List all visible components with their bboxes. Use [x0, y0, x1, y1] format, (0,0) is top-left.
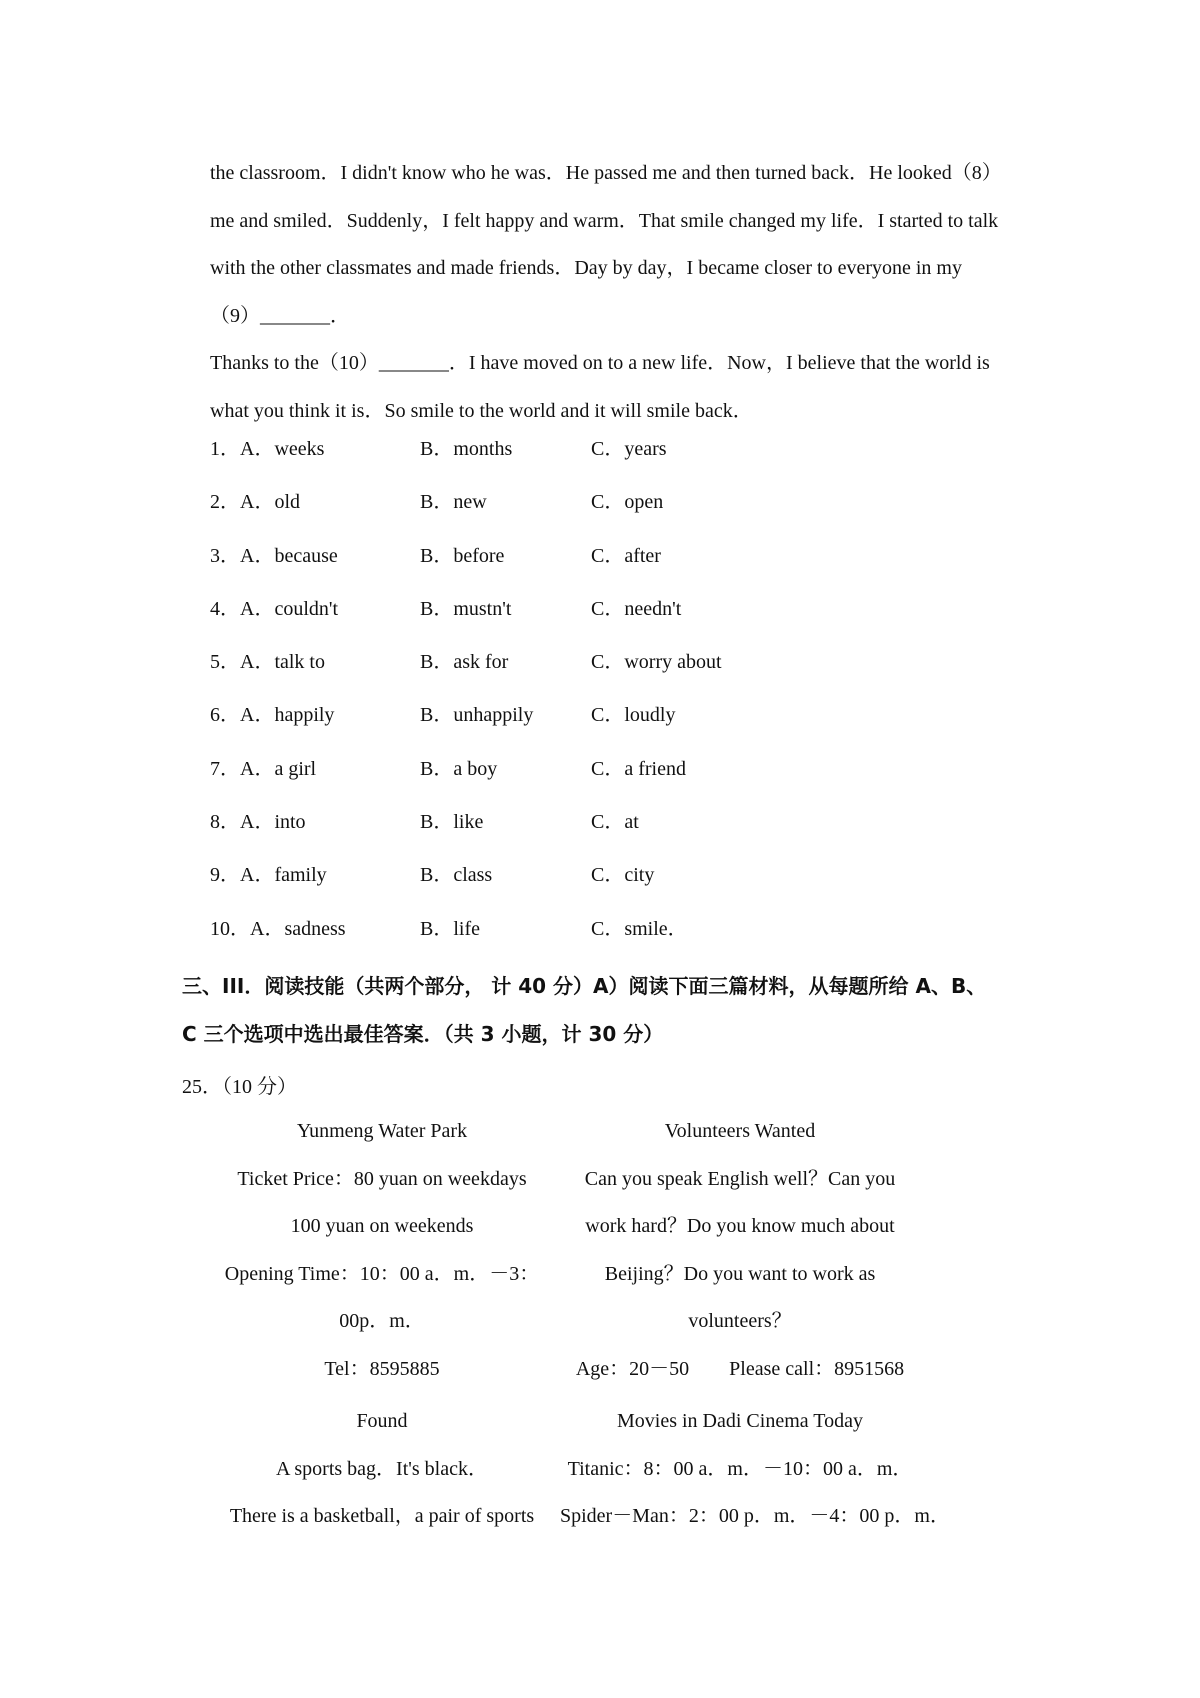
- option-a: 7．A．a girl: [210, 757, 317, 780]
- section-heading-line: 三、III．阅读技能（共两个部分， 计 40 分）A）阅读下面三篇材料，从每题所给 A、B、: [182, 974, 987, 998]
- option-row: [210, 912, 1030, 965]
- option-c: C．years: [591, 438, 667, 460]
- notice-line: work hard？Do you know much about: [585, 1215, 895, 1237]
- option-a: 1．A．weeks: [210, 438, 325, 460]
- notice-line: Age：20－50 Please call：8951568: [575, 1357, 905, 1380]
- option-a: 5．A．talk to: [210, 651, 325, 674]
- movies-notice: [560, 1398, 950, 1541]
- option-row: [210, 592, 1030, 645]
- notice-title: Volunteers Wanted: [664, 1120, 816, 1142]
- option-row: [210, 539, 1030, 592]
- notice-line: Opening Time：10：00 a．m．－3：: [224, 1262, 540, 1285]
- option-a: 2．A．old: [210, 491, 300, 514]
- question-number: 25．（10 分）: [182, 1076, 297, 1098]
- water-park-notice: [202, 1108, 562, 1393]
- option-a: 4．A．couldn't: [210, 597, 339, 620]
- option-b: B．months: [420, 438, 513, 460]
- option-a: 8．A．into: [210, 811, 306, 834]
- option-row: [210, 645, 1030, 698]
- passage-line: with the other classmates and made friends．Day by day，I became closer to everyone in my: [210, 257, 962, 279]
- notice-title: Movies in Dadi Cinema Today: [617, 1410, 863, 1432]
- option-b: B．like: [420, 811, 484, 834]
- option-c: C．smile．: [591, 917, 688, 940]
- answer-options: [210, 432, 1030, 965]
- notice-line: Tel：8595885: [324, 1357, 440, 1380]
- option-c: C．after: [591, 544, 661, 567]
- option-b: B．a boy: [420, 757, 498, 780]
- option-row: [210, 485, 1030, 538]
- option-c: C．loudly: [591, 704, 676, 727]
- notice-line: Spider－Man：2：00 p．m．－4：00 p．m．: [560, 1505, 950, 1527]
- option-b: B．new: [420, 491, 487, 514]
- option-row: [210, 698, 1030, 751]
- notice-line: Beijing？Do you want to work as: [604, 1262, 876, 1285]
- notice-line: There is a basketball，a pair of sports: [229, 1505, 535, 1527]
- passage-line: Thanks to the（10）_______．I have moved on to a new life．Now，I believe that the world is: [210, 352, 990, 374]
- option-row: [210, 752, 1030, 805]
- notice-line: Can you speak English well？Can you: [584, 1167, 896, 1190]
- passage-line: me and smiled．Suddenly，I felt happy and warm．That smile changed my life．I started to talk: [210, 209, 999, 232]
- passage-line: what you think it is．So smile to the world and it will smile back．: [210, 399, 753, 422]
- option-a: 9．A．family: [210, 864, 327, 887]
- option-a: 10．A．sadness: [210, 917, 346, 940]
- option-c: C．city: [591, 864, 655, 887]
- notice-title: Yunmeng Water Park: [296, 1120, 468, 1142]
- option-b: B．mustn't: [420, 597, 512, 620]
- found-notice: [202, 1398, 562, 1541]
- option-b: B．unhappily: [420, 704, 534, 727]
- option-row: [210, 432, 1030, 485]
- notice-title: Found: [356, 1410, 408, 1432]
- notice-line: A sports bag．It's black．: [276, 1457, 488, 1480]
- option-b: B．life: [420, 917, 480, 940]
- option-c: C．needn't: [591, 597, 682, 620]
- volunteers-notice: [560, 1108, 920, 1393]
- option-c: C．open: [591, 491, 664, 514]
- option-a: 6．A．happily: [210, 704, 335, 727]
- option-row: [210, 858, 1030, 911]
- passage-line: the classroom．I didn't know who he was．He passed me and then turned back．He looked（8）: [210, 162, 1002, 184]
- notice-line: Titanic：8：00 a．m．－10：00 a．m．: [567, 1457, 913, 1480]
- option-c: C．a friend: [591, 757, 686, 780]
- option-b: B．before: [420, 544, 505, 567]
- notice-line: volunteers？: [688, 1310, 792, 1332]
- option-a: 3．A．because: [210, 544, 338, 567]
- option-b: B．ask for: [420, 651, 509, 674]
- notice-line: 100 yuan on weekends: [290, 1215, 474, 1237]
- notice-line: Ticket Price：80 yuan on weekdays: [237, 1167, 527, 1190]
- option-c: C．worry about: [591, 651, 722, 674]
- passage-line: （9）_______．: [210, 304, 350, 327]
- option-b: B．class: [420, 864, 493, 887]
- notice-line: 00p．m．: [339, 1310, 425, 1332]
- option-c: C．at: [591, 811, 639, 834]
- cloze-passage: [210, 150, 1030, 435]
- section-heading: [182, 963, 1032, 1058]
- option-row: [210, 805, 1030, 858]
- section-heading-line: C 三个选项中选出最佳答案．（共 3 小题，计 30 分）: [182, 1021, 664, 1046]
